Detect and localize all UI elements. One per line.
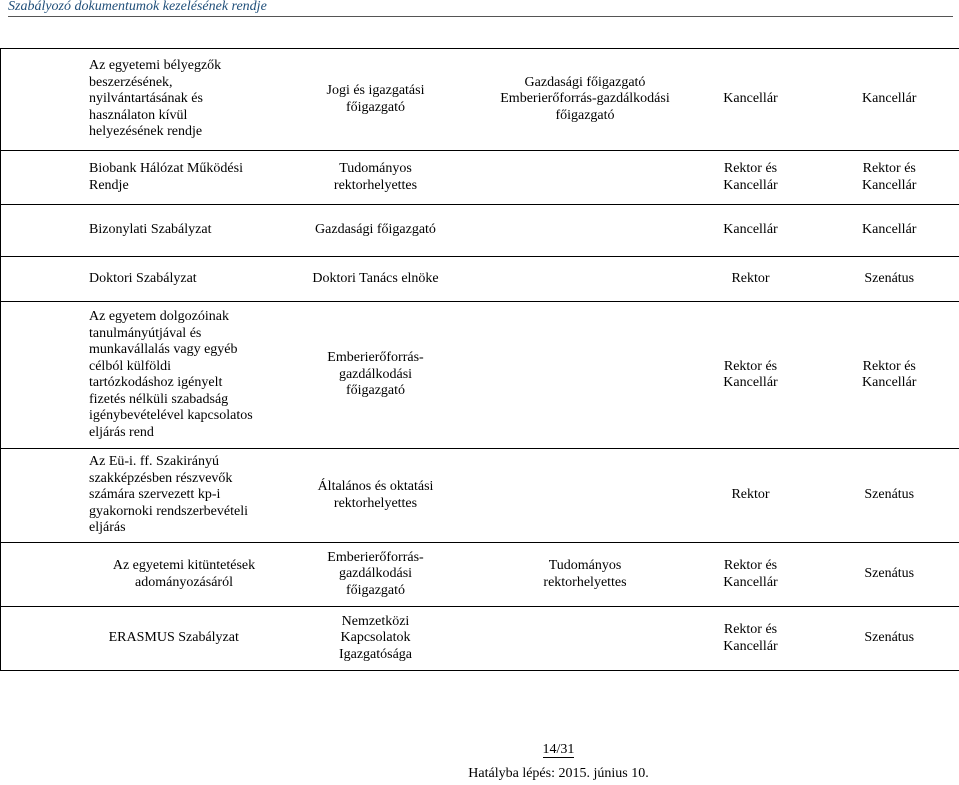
proposer: Doktori Tanács elnöke — [263, 257, 489, 302]
approver: Rektor — [682, 449, 820, 543]
decision-maker: Szenátus — [820, 449, 959, 543]
proposer: Emberierőforrás-gazdálkodási főigazgató — [263, 302, 489, 449]
regulations-table — [0, 48, 959, 671]
regulation-name: Bizonylati Szabályzat — [1, 205, 263, 257]
cooperator: Gazdasági főigazgató Emberierőforrás-gazdálkodási főigazgató — [489, 49, 682, 151]
page-number-text: 14/31 — [542, 742, 575, 757]
proposer: Gazdasági főigazgató — [263, 205, 489, 257]
regulation-name: Biobank Hálózat Működési Rendje — [1, 151, 263, 205]
table-row — [1, 607, 959, 671]
table-row — [1, 449, 959, 543]
cooperator — [489, 257, 682, 302]
regulation-name: Az Eü-i. ff. Szakirányú szakképzésben részvevők számára szervezett kp-i gyakornoki rendszerbevételi eljárás — [1, 449, 263, 543]
decision-maker: Kancellár — [820, 205, 959, 257]
decision-maker: Szenátus — [820, 543, 959, 607]
cooperator — [489, 607, 682, 671]
approver: Rektor és Kancellár — [682, 607, 820, 671]
decision-maker: Rektor és Kancellár — [820, 151, 959, 205]
proposer: Tudományos rektorhelyettes — [263, 151, 489, 205]
decision-maker: Rektor és Kancellár — [820, 302, 959, 449]
decision-maker: Szenátus — [820, 257, 959, 302]
decision-maker: Kancellár — [820, 49, 959, 151]
proposer: Emberierőforrás-gazdálkodási főigazgató — [263, 543, 489, 607]
regulation-name: Az egyetem dolgozóinak tanulmányútjával és munkavállalás vagy egyéb célból külföldi tartózkodáshoz igényelt fizetés nélküli szabadság igénybevételével kapcsolatos eljárás rend — [1, 302, 263, 449]
cooperator — [489, 205, 682, 257]
table-row — [1, 302, 959, 449]
approver: Kancellár — [682, 49, 820, 151]
proposer: Jogi és igazgatási főigazgató — [263, 49, 489, 151]
table-row — [1, 151, 959, 205]
cooperator — [489, 302, 682, 449]
document-header: Szabályozó dokumentumok kezelésének rendje — [8, 0, 953, 17]
table-row — [1, 543, 959, 607]
regulation-name: Az egyetemi bélyegzők beszerzésének, nyilvántartásának és használaton kívül helyezésének rendje — [1, 49, 263, 151]
regulation-name: Doktori Szabályzat — [1, 257, 263, 302]
page-number — [0, 742, 959, 758]
cooperator — [489, 449, 682, 543]
approver: Rektor — [682, 257, 820, 302]
cooperator: Tudományos rektorhelyettes — [489, 543, 682, 607]
cooperator — [489, 151, 682, 205]
table-row — [1, 49, 959, 151]
proposer: Általános és oktatási rektorhelyettes — [263, 449, 489, 543]
effective-date: Hatályba lépés: 2015. június 10. — [468, 766, 649, 781]
table-row — [1, 257, 959, 302]
regulation-name: Az egyetemi kitüntetések adományozásáról — [1, 543, 263, 607]
approver: Rektor és Kancellár — [682, 151, 820, 205]
approver: Kancellár — [682, 205, 820, 257]
proposer: Nemzetközi Kapcsolatok Igazgatósága — [263, 607, 489, 671]
decision-maker: Szenátus — [820, 607, 959, 671]
regulation-name: ERASMUS Szabályzat — [1, 607, 263, 671]
approver: Rektor és Kancellár — [682, 543, 820, 607]
table-row — [1, 205, 959, 257]
approver: Rektor és Kancellár — [682, 302, 820, 449]
